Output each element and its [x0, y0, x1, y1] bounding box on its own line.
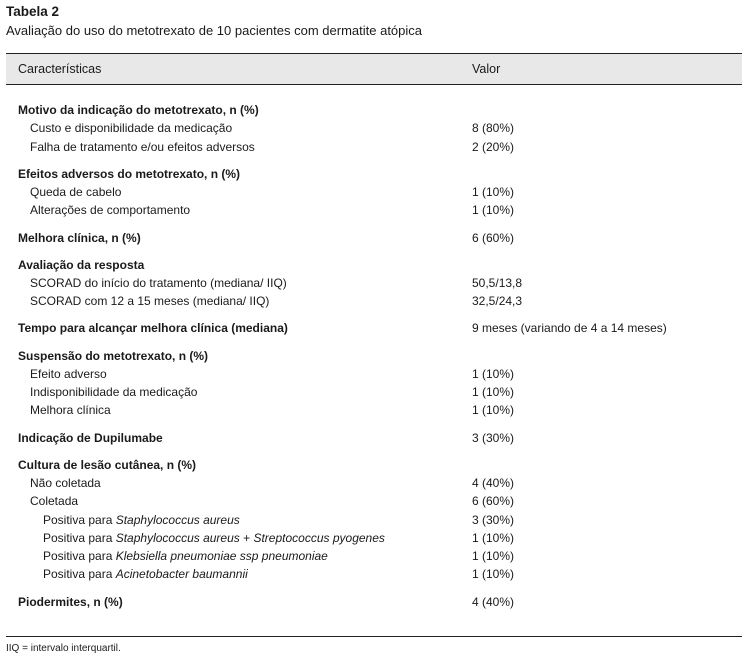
row-label: Avaliação da resposta — [18, 258, 145, 272]
row-value: 8 (80%) — [472, 121, 515, 135]
table-row — [0, 511, 748, 529]
row-value: 1 (10%) — [472, 185, 515, 199]
row-value: 9 meses (variando de 4 a 14 meses) — [472, 321, 667, 335]
row-value: 4 (40%) — [472, 476, 515, 490]
table-row — [0, 101, 748, 119]
table-row — [0, 456, 748, 474]
table-row — [0, 492, 748, 510]
table-row — [0, 529, 748, 547]
row-value: 3 (30%) — [472, 431, 515, 445]
row-value: 6 (60%) — [472, 231, 515, 245]
row-value: 1 (10%) — [472, 531, 515, 545]
table-row — [0, 429, 748, 447]
row-label: Melhora clínica, n (%) — [18, 231, 141, 245]
table-row — [0, 229, 748, 247]
table-row — [0, 256, 748, 274]
row-value: 4 (40%) — [472, 595, 515, 609]
row-label: Coletada — [30, 494, 79, 508]
row-label: Custo e disponibilidade da medicação — [30, 121, 233, 135]
row-value: 50,5/13,8 — [472, 276, 523, 290]
row-label: Indisponibilidade da medicação — [30, 385, 198, 399]
row-value: 1 (10%) — [472, 203, 515, 217]
row-value: 1 (10%) — [472, 367, 515, 381]
table-row — [0, 547, 748, 565]
row-label: Positiva para Staphylococcus aureus — [43, 513, 240, 527]
row-label: Motivo da indicação do metotrexato, n (%) — [18, 103, 259, 117]
row-value: 2 (20%) — [472, 140, 515, 154]
row-label: Queda de cabelo — [30, 185, 122, 199]
row-label: Não coletada — [30, 476, 101, 490]
table-row — [0, 347, 748, 365]
row-value: 1 (10%) — [472, 403, 515, 417]
row-label: Indicação de Dupilumabe — [18, 431, 163, 445]
table-row — [0, 201, 748, 219]
row-label: Suspensão do metotrexato, n (%) — [18, 349, 209, 363]
table-row — [0, 183, 748, 201]
row-label: Positiva para Klebsiella pneumoniae ssp pneumoniae — [43, 549, 328, 563]
table-subtitle: Avaliação do uso do metotrexato de 10 pacientes com dermatite atópica — [6, 23, 423, 38]
header-value: Valor — [472, 62, 501, 76]
table-bottom-rule — [6, 636, 742, 637]
row-value: 3 (30%) — [472, 513, 515, 527]
table-row — [0, 319, 748, 337]
table-row — [0, 165, 748, 183]
row-label: Tempo para alcançar melhora clínica (mediana) — [18, 321, 288, 335]
table-row — [0, 474, 748, 492]
row-value: 1 (10%) — [472, 567, 515, 581]
table-row — [0, 383, 748, 401]
row-label: SCORAD do início do tratamento (mediana/ IIQ) — [30, 276, 287, 290]
table-row — [0, 593, 748, 611]
table-row — [0, 119, 748, 137]
row-label: SCORAD com 12 a 15 meses (mediana/ IIQ) — [30, 294, 270, 308]
row-label: Efeitos adversos do metotrexato, n (%) — [18, 167, 241, 181]
row-label: Cultura de lesão cutânea, n (%) — [18, 458, 197, 472]
table-footnote: IIQ = intervalo interquartil. — [6, 643, 121, 654]
row-label: Positiva para Staphylococcus aureus + Streptococcus pyogenes — [43, 531, 385, 545]
row-label: Falha de tratamento e/ou efeitos adversos — [30, 140, 255, 154]
table-row — [0, 401, 748, 419]
table-row — [0, 565, 748, 583]
header-characteristics: Características — [18, 62, 102, 76]
row-value: 6 (60%) — [472, 494, 515, 508]
row-value: 1 (10%) — [472, 385, 515, 399]
row-label: Melhora clínica — [30, 403, 111, 417]
table-row — [0, 274, 748, 292]
row-value: 1 (10%) — [472, 549, 515, 563]
row-label: Efeito adverso — [30, 367, 107, 381]
row-label: Piodermites, n (%) — [18, 595, 123, 609]
table-row — [0, 138, 748, 156]
table-title: Tabela 2 — [6, 4, 60, 19]
row-value: 32,5/24,3 — [472, 294, 523, 308]
table-header — [6, 53, 742, 85]
row-label: Positiva para Acinetobacter baumannii — [43, 567, 248, 581]
table-row — [0, 292, 748, 310]
row-label: Alterações de comportamento — [30, 203, 191, 217]
table-row — [0, 365, 748, 383]
